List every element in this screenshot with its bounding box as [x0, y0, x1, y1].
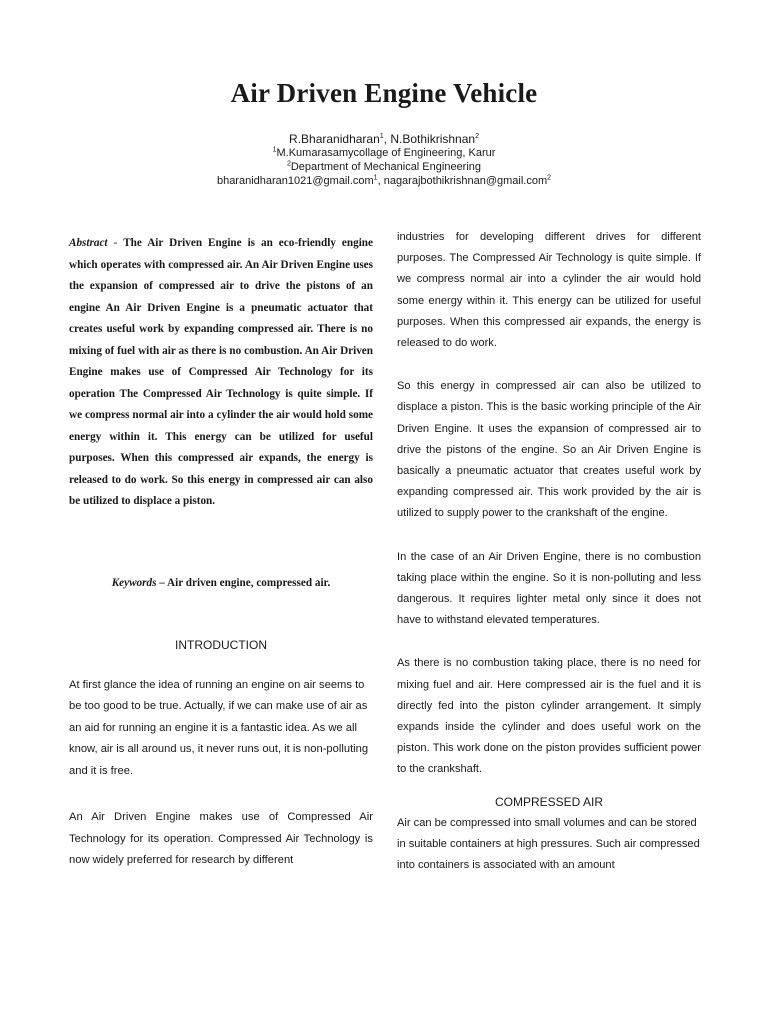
- right-column: [397, 227, 701, 876]
- affiliation-text: M.Kumarasamycollage of Engineering, Karur: [276, 147, 496, 159]
- author-separator: ,: [383, 132, 391, 146]
- abstract-dash: -: [107, 237, 124, 249]
- section-heading-introduction: INTRODUCTION: [175, 637, 267, 652]
- body-paragraph: Air can be compressed into small volumes and can be stored in suitable containers at high pressures. Such air compressed into containers is associated with an amount: [397, 816, 700, 872]
- author-superscript: 2: [475, 133, 479, 140]
- affiliation-superscript: 2: [286, 160, 291, 168]
- email-superscript: 1: [373, 174, 378, 182]
- abstract-text: The Air Driven Engine is an eco-friendly engine which operates with compressed air. An Air Driven Engine uses the expansion of compressed air to drive the pistons of an engine An Air Driven Engine is a pneumatic actuator that creates useful work by expanding compressed air. There is no mixing of fuel with air as there is no combustion. An Air Driven Engine makes use of Compressed Air Technology for its operation The Compressed Air Technology is quite simple. If we compress normal air into a cylinder the air would hold some energy within it. This energy can be utilized for useful purposes. When this compressed air expands, the energy is released to do work. So this energy in compressed air can also be utilized to displace a piston.: [69, 237, 373, 507]
- left-column: [69, 233, 373, 872]
- author-superscript: 1: [379, 133, 384, 140]
- body-paragraph: In the case of an Air Driven Engine, there is no combustion taking place within the engine. So it is non-polluting and less dangerous. It requires lighter metal only since it does not have to withstand elevated temperatures.: [397, 550, 701, 627]
- keywords-text: Air driven engine, compressed air.: [167, 576, 331, 589]
- author-name: N.Bothikrishnan: [390, 132, 476, 146]
- keywords-separator: –: [156, 576, 168, 589]
- email-address: nagarajbothikrishnan@gmail.com: [383, 175, 548, 187]
- affiliation-superscript: 1: [272, 146, 277, 154]
- body-paragraph: As there is no combustion taking place, there is no need for mixing fuel and air. Here compressed air is the fuel and it is directly fed into the piston cylinder arrangement. It simply expands inside the cylinder and does useful work on the piston. This work done on the piston provides sufficient power to the crankshaft.: [397, 657, 701, 776]
- author-name: R.Bharanidharan: [289, 132, 380, 146]
- introduction-paragraph: An Air Driven Engine makes use of Compressed Air Technology for its operation. Compressed Air Technology is now widely preferred for research by different: [69, 811, 373, 866]
- section-heading-compressed-air: COMPRESSED AIR: [494, 794, 604, 809]
- email-superscript: 2: [547, 174, 552, 182]
- affiliation-line: [0, 146, 768, 160]
- email-separator: ,: [377, 175, 384, 187]
- keywords-label: Keywords: [111, 576, 157, 589]
- email-address: bharanidharan1021@gmail.com: [216, 175, 374, 187]
- introduction-paragraph: At first glance the idea of running an engine on air seems to be too good to be true. Actually, if we can make use of air as an aid for running an engine it is a fantastic idea. As we all know, air is all around us, it never runs out, it is non-polluting and it is free.: [69, 678, 369, 777]
- affiliation-text: Department of Mechanical Engineering: [290, 161, 482, 173]
- body-paragraph: industries for developing different drives for different purposes. The Compressed Air Technology is quite simple. If we compress normal air into a cylinder the air would hold some energy within it. This energy can be utilized for useful purposes. When this compressed air expands, the energy is released to do work.: [397, 231, 701, 350]
- body-paragraph: So this energy in compressed air can also be utilized to displace a piston. This is the basic working principle of the Air Driven Engine. It uses the expansion of compressed air to drive the pistons of the engine. So an Air Driven Engine is basically a pneumatic actuator that creates useful work by expanding compressed air. This work provided by the air is utilized to supply power to the crankshaft of the engine.: [397, 380, 701, 520]
- paper-title: Air Driven Engine Vehicle: [230, 78, 538, 108]
- author-line: [0, 132, 768, 146]
- affiliation-line: [0, 160, 768, 174]
- keywords-line: [69, 577, 373, 589]
- email-line: [0, 174, 768, 188]
- abstract-label: Abstract: [69, 237, 108, 249]
- abstract-paragraph: [69, 233, 373, 513]
- author-block: [0, 132, 768, 188]
